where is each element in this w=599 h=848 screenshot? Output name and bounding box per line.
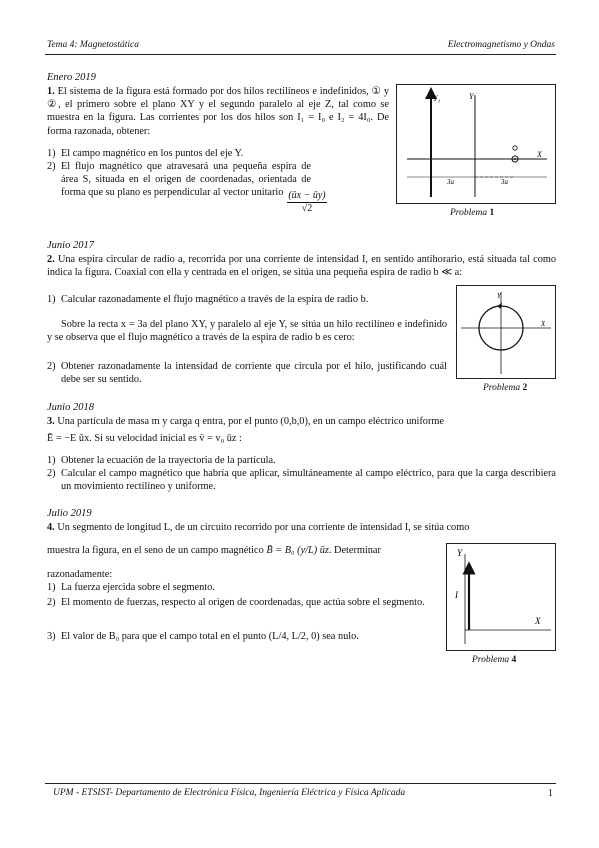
page-number: 1	[548, 788, 553, 799]
current-label: I	[455, 590, 458, 600]
problem-1-statement	[47, 85, 389, 138]
problem-3-number: 3.	[47, 416, 55, 427]
wire-2-label-icon	[513, 146, 517, 150]
problem-2-item-1: 1) Calcular razonadamente el flujo magnético a través de la espira de radio b.	[47, 294, 369, 305]
footer-text: UPM - ETSIST- Departamento de Electrónica Física, Ingeniería Eléctrica y Física Aplicada	[53, 788, 406, 798]
problem-4-item-1: 1) La fuerza ejercida sobre el segmento.	[47, 582, 215, 593]
figure-4-caption: Problema 4	[472, 655, 517, 665]
header-left: Tema 4: Magnetostática	[47, 40, 140, 50]
figure-1-caption: Problema 1	[450, 208, 495, 218]
problem-3-statement-a: 3. Una partícula de masa m y carga q entra, por el punto (0,b,0), en un campo eléctrico uniforme	[47, 416, 444, 427]
figure-problem-4	[446, 543, 556, 651]
problem-4-item-3: 3) El valor de B₀ para que el campo total en el punto (L/4, L/2, 0) sea nulo.	[47, 631, 359, 642]
axis-y-label: Y	[497, 292, 501, 300]
axis-x-label: X	[541, 320, 546, 328]
problem-1-number: 1.	[47, 86, 55, 97]
header-rule	[45, 54, 556, 55]
problem-1-date: Enero 2019	[47, 72, 96, 83]
problem-4-item-2: 2) El momento de fuerzas, respecto al origen de coordenadas, que actúa sobre el segmento.	[47, 597, 425, 608]
distance-label-2: 3a	[501, 178, 508, 186]
header-right: Electromagnetismo y Ondas	[447, 40, 555, 50]
problem-1-item-1: 1) El campo magnético en los puntos del eje Y.	[47, 148, 244, 159]
distance-label-1: 3a	[447, 178, 454, 186]
problem-3-statement-b: Ē = −E ūx. Si su velocidad inicial es v̄ = v₀ ūz :	[47, 433, 242, 444]
figure-2-diagram	[457, 286, 555, 378]
axis-y-label: Y	[457, 548, 463, 558]
problem-2-paragraph: Sobre la recta x = 3a del plano XY, y paralelo al eje Y, se sitúa un hilo rectilíneo e indefinido y se observa que el flujo magnético a través de la espira de radio b es cero:	[47, 319, 447, 344]
unit-vector-fraction: (ūx − ūy) √2	[288, 190, 326, 214]
problem-1-text: El sistema de la figura está formado por dos hilos rectilíneos e indefinidos, ① y ②, el primero sobre el plano XY y el segundo paralelo al eje Z, tal como se muestra en la figura. Las corrientes por los dos hilos son I₁ = I₀ e I₂ = 4I₀. De forma razonada, obtener:	[47, 86, 390, 137]
figure-4-diagram	[447, 544, 555, 650]
magnetic-field-expression: B̄ = B₀ (y/L) ūz	[266, 545, 329, 556]
axis-y1-label: Y₁	[433, 94, 441, 103]
problem-2-text: Una espira circular de radio a, recorrida por una corriente de intensidad I, en sentido antihorario, está situada tal como indica la figura. Coaxial con ella y centrada en el origen, se sitúa una pequeña espira de radio b ≪ a:	[47, 254, 557, 279]
problem-3-date: Junio 2018	[47, 402, 94, 413]
problem-2-number: 2.	[47, 254, 55, 265]
figure-problem-1	[396, 84, 556, 204]
problem-4-statement-b: muestra la figura, en el seno de un campo magnético B̄ = B₀ (y/L) ūz. Determinar	[47, 545, 381, 556]
footer-rule	[45, 783, 556, 784]
axis-x-label: X	[537, 150, 542, 159]
problem-3-item-1: 1) Obtener la ecuación de la trayectoria de la partícula.	[47, 455, 276, 466]
axis-x-label: X	[535, 616, 541, 626]
problem-4-date: Julio 2019	[47, 508, 92, 519]
problem-1-item-2: 2) El flujo magnético que atravesará una pequeña espira de área S, situada en el origen de coordenadas, orientada de forma que su plano es perpendicular al vector unitario	[47, 161, 311, 199]
problem-2-statement	[47, 253, 556, 279]
problem-4-statement-d: razonadamente:	[47, 569, 113, 580]
figure-1-diagram	[397, 85, 555, 203]
figure-2-caption: Problema 2	[483, 383, 528, 393]
problem-2-item-2: 2) Obtener razonadamente la intensidad de corriente que circula por el hilo, justificando cuál debe ser su sentido.	[47, 361, 447, 386]
figure-problem-2	[456, 285, 556, 379]
problem-2-date: Junio 2017	[47, 240, 94, 251]
problem-4-statement-a: 4. Un segmento de longitud L, de un circuito recorrido por una corriente de intensidad I, se sitúa como	[47, 522, 470, 533]
problem-3-item-2: 2) Calcular el campo magnético que habría que aplicar, simultáneamente al campo eléctrico, para que la carga describiera un movimiento rectilíneo y uniforme.	[47, 468, 556, 493]
axis-y-label: Y	[469, 92, 474, 101]
problem-4-number: 4.	[47, 522, 55, 533]
